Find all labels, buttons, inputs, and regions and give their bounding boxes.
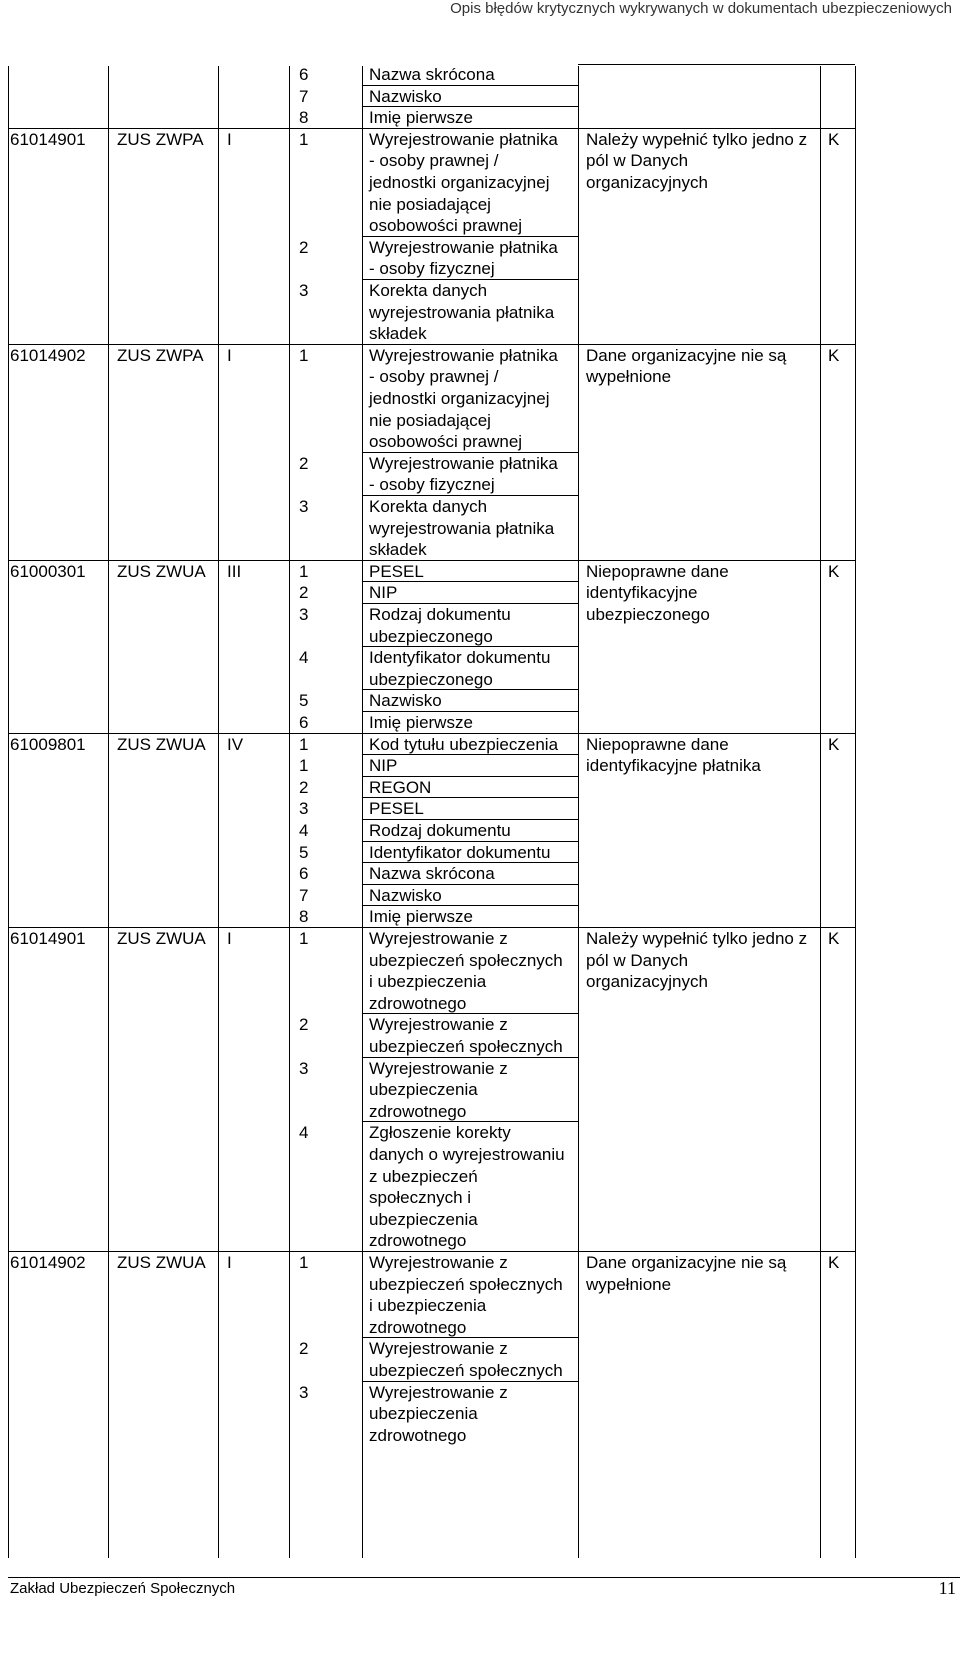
field-number: 2 bbox=[299, 1339, 309, 1359]
field-name: Wyrejestrowanie z ubezpieczeń społecznych i ubezpieczenia zdrowotnego bbox=[369, 929, 563, 1013]
block-number: I bbox=[227, 929, 232, 948]
footer-institution: Zakład Ubezpieczeń Społecznych bbox=[10, 1580, 236, 1597]
field-number: 7 bbox=[299, 885, 309, 905]
document-type: ZUS ZWUA bbox=[117, 734, 206, 754]
document-type: ZUS ZWUA bbox=[117, 561, 206, 581]
field-number: 1 bbox=[299, 1253, 309, 1272]
running-header: Opis błędów krytycznych wykrywanych w dokumentach ubezpieczeniowych bbox=[450, 0, 952, 17]
column-rule bbox=[218, 66, 219, 1558]
field-name: Wyrejestrowanie z ubezpieczenia zdrowotnego bbox=[369, 1382, 508, 1445]
field-number: 8 bbox=[299, 907, 309, 927]
error-code: 61014901 bbox=[10, 929, 86, 948]
document-type: ZUS ZWPA bbox=[117, 345, 204, 365]
error-description: Niepoprawne dane identyfikacyjne płatnika bbox=[586, 734, 761, 776]
error-code: 61014901 bbox=[10, 129, 86, 149]
field-name: Nazwisko bbox=[369, 885, 442, 905]
field-number: 1 bbox=[299, 734, 309, 754]
field-number: 6 bbox=[299, 713, 309, 732]
error-type: K bbox=[828, 1253, 840, 1272]
error-type: K bbox=[828, 129, 840, 149]
block-number: I bbox=[227, 129, 232, 149]
field-number: 3 bbox=[299, 1058, 309, 1078]
column-rule bbox=[362, 66, 363, 1558]
field-number: 1 bbox=[299, 756, 309, 776]
error-description: Dane organizacyjne nie są wypełnione bbox=[586, 1253, 787, 1294]
field-name: Rodzaj dokumentu ubezpieczonego bbox=[369, 605, 511, 646]
field-name: Korekta danych wyrejestrowania płatnika składek bbox=[369, 281, 555, 344]
field-name: NIP bbox=[369, 583, 398, 603]
field-number: 1 bbox=[299, 929, 309, 948]
field-name: Identyfikator dokumentu ubezpieczonego bbox=[369, 648, 551, 689]
field-name: Wyrejestrowanie płatnika - osoby fizycznej bbox=[369, 453, 558, 495]
field-number: 5 bbox=[299, 842, 309, 862]
field-name: Wyrejestrowanie z ubezpieczeń społecznych bbox=[369, 1339, 563, 1380]
field-name: Rodzaj dokumentu bbox=[369, 821, 511, 840]
field-number: 2 bbox=[299, 1015, 309, 1035]
document-type: ZUS ZWUA bbox=[117, 1253, 206, 1272]
field-name: Wyrejestrowanie z ubezpieczenia zdrowotnego bbox=[369, 1058, 508, 1121]
error-description: Dane organizacyjne nie są wypełnione bbox=[586, 345, 787, 387]
field-number: 3 bbox=[299, 497, 309, 516]
page-number: 11 bbox=[938, 1578, 956, 1598]
field-number: 4 bbox=[299, 1123, 309, 1143]
column-rule bbox=[8, 66, 9, 1558]
field-name: Imię pierwsze bbox=[369, 108, 473, 128]
field-number: 8 bbox=[299, 108, 309, 128]
column-rule bbox=[855, 66, 856, 1558]
error-code: 61014902 bbox=[10, 345, 86, 365]
field-name: Nazwisko bbox=[369, 86, 442, 106]
field-number: 3 bbox=[299, 1382, 309, 1402]
field-number: 2 bbox=[299, 777, 309, 797]
field-name: Nazwa skrócona bbox=[369, 65, 495, 84]
block-number: III bbox=[227, 561, 242, 581]
column-rule bbox=[820, 66, 821, 1558]
field-name: Nazwa skrócona bbox=[369, 864, 495, 884]
error-description: Niepoprawne dane identyfikacyjne ubezpieczonego bbox=[586, 561, 729, 624]
document-type: ZUS ZWUA bbox=[117, 929, 206, 948]
field-name: Imię pierwsze bbox=[369, 713, 473, 732]
field-number: 3 bbox=[299, 605, 309, 624]
error-code: 61009801 bbox=[10, 734, 86, 754]
field-name: Wyrejestrowanie z ubezpieczeń społecznych i ubezpieczenia zdrowotnego bbox=[369, 1253, 563, 1337]
field-name: Kod tytułu ubezpieczenia bbox=[369, 734, 559, 754]
error-type: K bbox=[828, 345, 840, 365]
field-name: Identyfikator dokumentu bbox=[369, 842, 551, 862]
error-type: K bbox=[828, 929, 840, 948]
table-top-rule bbox=[578, 64, 855, 65]
field-number: 3 bbox=[299, 281, 309, 300]
field-name: Wyrejestrowanie płatnika - osoby prawnej / jednostki organizacyjnej nie posiadającej osobowości prawnej bbox=[369, 345, 558, 452]
field-number: 4 bbox=[299, 648, 309, 668]
error-type: K bbox=[828, 561, 840, 581]
error-code: 61000301 bbox=[10, 561, 86, 581]
field-name: Nazwisko bbox=[369, 691, 442, 711]
error-code: 61014902 bbox=[10, 1253, 86, 1272]
field-number: 2 bbox=[299, 583, 309, 603]
column-rule bbox=[289, 66, 290, 1558]
block-number: IV bbox=[227, 734, 244, 754]
field-number: 1 bbox=[299, 345, 309, 365]
field-number: 2 bbox=[299, 237, 309, 257]
error-description: Należy wypełnić tylko jedno z pól w Danych organizacyjnych bbox=[586, 929, 808, 992]
field-number: 1 bbox=[299, 561, 309, 581]
field-name: Imię pierwsze bbox=[369, 907, 473, 927]
field-number: 6 bbox=[299, 864, 309, 884]
field-name: PESEL bbox=[369, 561, 424, 581]
column-rule bbox=[578, 66, 579, 1558]
field-name: Zgłoszenie korekty danych o wyrejestrowaniu z ubezpieczeń społecznych i ubezpieczenia zdrowotnego bbox=[369, 1123, 565, 1251]
field-number: 2 bbox=[299, 453, 309, 473]
field-name: NIP bbox=[369, 756, 398, 776]
field-name: Korekta danych wyrejestrowania płatnika składek bbox=[369, 497, 555, 560]
field-number: 5 bbox=[299, 691, 309, 711]
field-name: Wyrejestrowanie płatnika - osoby fizycznej bbox=[369, 237, 558, 279]
column-rule bbox=[108, 66, 109, 1558]
field-number: 1 bbox=[299, 129, 309, 149]
field-number: 3 bbox=[299, 799, 309, 819]
footer-divider bbox=[8, 1577, 960, 1578]
field-name: Wyrejestrowanie z ubezpieczeń społecznych bbox=[369, 1015, 563, 1056]
field-name: Wyrejestrowanie płatnika - osoby prawnej / jednostki organizacyjnej nie posiadającej osobowości prawnej bbox=[369, 129, 558, 236]
error-type: K bbox=[828, 734, 840, 754]
error-description: Należy wypełnić tylko jedno z pól w Danych organizacyjnych bbox=[586, 129, 808, 192]
field-number: 4 bbox=[299, 821, 309, 840]
block-number: I bbox=[227, 1253, 232, 1272]
field-number: 6 bbox=[299, 65, 309, 84]
block-number: I bbox=[227, 345, 232, 365]
field-name: PESEL bbox=[369, 799, 424, 819]
field-number: 7 bbox=[299, 86, 309, 106]
field-name: REGON bbox=[369, 777, 432, 797]
document-type: ZUS ZWPA bbox=[117, 129, 204, 149]
